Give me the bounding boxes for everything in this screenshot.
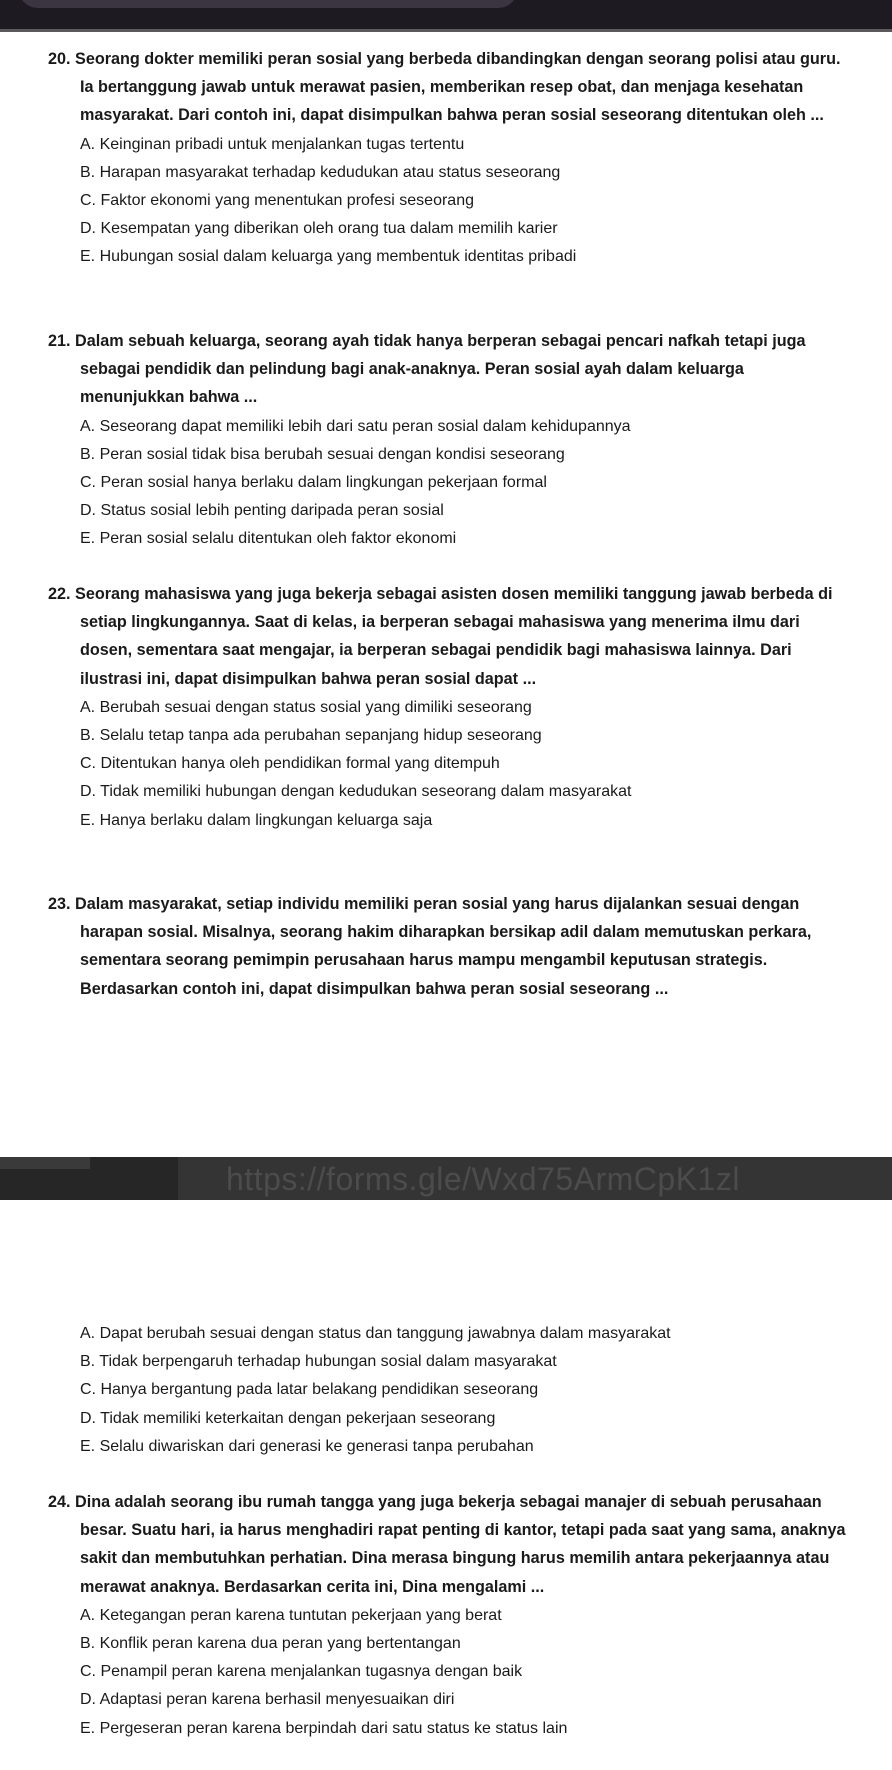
option-list bbox=[48, 694, 848, 835]
top-tab-shape bbox=[18, 0, 518, 8]
option-e[interactable]: E. Pergeseran peran karena berpindah dari satu status ke status lain bbox=[80, 1719, 568, 1737]
question-number: 23. bbox=[48, 895, 71, 913]
question-23-options bbox=[48, 1319, 848, 1461]
option-list bbox=[48, 1602, 848, 1743]
option-list bbox=[48, 413, 848, 554]
option-a[interactable]: A. Keinginan pribadi untuk menjalankan tugas tertentu bbox=[80, 135, 465, 153]
question-text: Seorang mahasiswa yang juga bekerja sebagai asisten dosen memiliki tanggung jawab berbeda di setiap lingkungannya. Saat di kelas, ia berperan sebagai mahasiswa yang menerima ilmu dari dosen, sementara saat mengajar, ia berperan sebagai pendidik bagi mahasiswa lainnya. Dari ilustrasi ini, dapat disimpulkan bahwa peran sosial dapat ... bbox=[75, 585, 833, 688]
question-20 bbox=[48, 45, 848, 272]
top-divider bbox=[0, 29, 892, 32]
watermark-band bbox=[0, 1157, 892, 1200]
option-b[interactable]: B. Konflik peran karena dua peran yang bertentangan bbox=[80, 1635, 461, 1653]
option-a[interactable]: A. Seseorang dapat memiliki lebih dari satu peran sosial dalam kehidupannya bbox=[80, 417, 631, 435]
question-number: 24. bbox=[48, 1493, 71, 1511]
top-dark-bar bbox=[0, 0, 892, 32]
option-b[interactable]: B. Tidak berpengaruh terhadap hubungan sosial dalam masyarakat bbox=[80, 1353, 557, 1371]
question-stem bbox=[48, 890, 848, 1003]
option-a[interactable]: A. Dapat berubah sesuai dengan status dan tanggung jawabnya dalam masyarakat bbox=[80, 1325, 671, 1342]
question-text: Seorang dokter memiliki peran sosial yang berbeda dibandingkan dengan seorang polisi atau guru. Ia bertanggung jawab untuk merawat pasien, memberikan resep obat, dan menjaga kesehatan masyarakat. Dari contoh ini, dapat disimpulkan bahwa peran sosial seseorang ditentukan oleh ... bbox=[75, 50, 841, 125]
question-number: 22. bbox=[48, 585, 71, 603]
option-list bbox=[48, 131, 848, 272]
option-c[interactable]: C. Peran sosial hanya berlaku dalam lingkungan pekerjaan formal bbox=[80, 474, 547, 492]
option-d[interactable]: D. Status sosial lebih penting daripada peran sosial bbox=[80, 502, 444, 520]
question-22 bbox=[48, 580, 848, 835]
option-d[interactable]: D. Adaptasi peran karena berhasil menyesuaikan diri bbox=[80, 1691, 455, 1709]
band-accent-block bbox=[0, 1157, 90, 1169]
question-21 bbox=[48, 327, 848, 554]
option-d[interactable]: D. Kesempatan yang diberikan oleh orang tua dalam memilih karier bbox=[80, 220, 558, 238]
question-text: Dalam masyarakat, setiap individu memiliki peran sosial yang harus dijalankan sesuai dengan harapan sosial. Misalnya, seorang hakim diharapkan bersikap adil dalam memutuskan perkara, sementara seorang pemimpin perusahaan harus mampu mengambil keputusan strategis. Berdasarkan contoh ini, dapat disimpulkan bahwa peran sosial seseorang ... bbox=[75, 895, 812, 998]
question-text: Dalam sebuah keluarga, seorang ayah tidak hanya berperan sebagai pencari nafkah tetapi juga sebagai pendidik dan pelindung bagi anak-anaknya. Peran sosial ayah dalam keluarga menunjukkan bahwa ... bbox=[75, 332, 806, 407]
option-a[interactable]: A. Ketegangan peran karena tuntutan pekerjaan yang berat bbox=[80, 1606, 502, 1624]
option-e[interactable]: E. Selalu diwariskan dari generasi ke generasi tanpa perubahan bbox=[80, 1437, 534, 1455]
question-number: 21. bbox=[48, 332, 71, 350]
option-d[interactable]: D. Tidak memiliki keterkaitan dengan pekerjaan seseorang bbox=[80, 1409, 496, 1427]
question-24 bbox=[48, 1488, 848, 1743]
question-number: 20. bbox=[48, 50, 71, 68]
question-23 bbox=[48, 890, 848, 1003]
option-b[interactable]: B. Selalu tetap tanpa ada perubahan sepanjang hidup seseorang bbox=[80, 727, 542, 745]
option-a[interactable]: A. Berubah sesuai dengan status sosial yang dimiliki seseorang bbox=[80, 698, 532, 716]
option-b[interactable]: B. Harapan masyarakat terhadap kedudukan atau status seseorang bbox=[80, 163, 561, 181]
option-c[interactable]: C. Faktor ekonomi yang menentukan profesi seseorang bbox=[80, 192, 474, 210]
option-b[interactable]: B. Peran sosial tidak bisa berubah sesuai dengan kondisi seseorang bbox=[80, 445, 565, 463]
option-c[interactable]: C. Hanya bergantung pada latar belakang pendidikan seseorang bbox=[80, 1381, 539, 1399]
option-e[interactable]: E. Peran sosial selalu ditentukan oleh faktor ekonomi bbox=[80, 530, 457, 548]
question-stem bbox=[48, 1488, 848, 1601]
option-c[interactable]: C. Penampil peran karena menjalankan tugasnya dengan baik bbox=[80, 1663, 523, 1681]
option-c[interactable]: C. Ditentukan hanya oleh pendidikan formal yang ditempuh bbox=[80, 755, 500, 773]
watermark-url: https://forms.gle/Wxd75ArmCpK1zl bbox=[226, 1161, 740, 1197]
question-text: Dina adalah seorang ibu rumah tangga yang juga bekerja sebagai manajer di sebuah perusahaan besar. Suatu hari, ia harus menghadiri rapat penting di kantor, tetapi pada saat yang sama, anaknya sakit dan membutuhkan perhatian. Dina merasa bingung harus memilih antara pekerjaannya atau merawat anaknya. Berdasarkan cerita ini, Dina mengalami ... bbox=[75, 1493, 846, 1596]
question-stem bbox=[48, 327, 848, 412]
option-e[interactable]: E. Hubungan sosial dalam keluarga yang membentuk identitas pribadi bbox=[80, 248, 577, 266]
question-stem bbox=[48, 45, 848, 130]
option-d[interactable]: D. Tidak memiliki hubungan dengan kedudukan seseorang dalam masyarakat bbox=[80, 783, 632, 801]
option-list bbox=[48, 1320, 848, 1461]
option-e[interactable]: E. Hanya berlaku dalam lingkungan keluarga saja bbox=[80, 811, 433, 829]
question-stem bbox=[48, 580, 848, 693]
